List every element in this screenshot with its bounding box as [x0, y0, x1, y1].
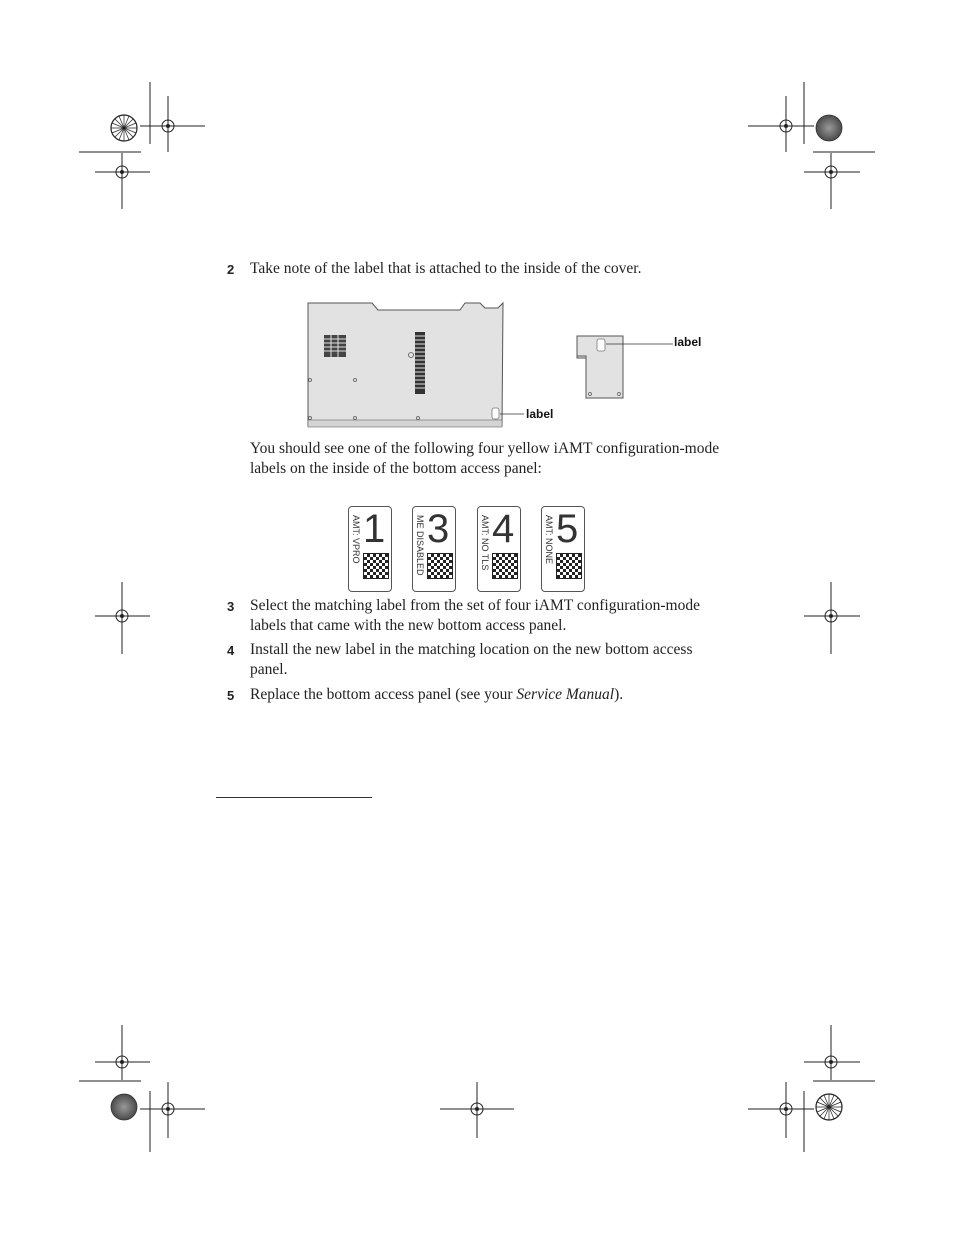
mode-label-text: ME DISABLED [415, 515, 425, 576]
mode-label-card [348, 506, 392, 592]
step-text: Install the new label in the matching location on the new bottom access panel. [250, 641, 693, 678]
mode-label-text: AMT: VPRO [351, 515, 361, 564]
mode-label-text: AMT: NONE [544, 515, 554, 565]
callout-label-bottom: label [526, 407, 554, 421]
checker-code-icon [427, 553, 453, 579]
mode-label-card [412, 506, 456, 592]
bottom-panel-figure [300, 298, 720, 438]
step-text [250, 685, 720, 705]
footnote-rule [216, 797, 372, 798]
checker-code-icon [492, 553, 518, 579]
mode-label-text: AMT: NO TLS [480, 515, 490, 571]
step-text-part: Replace the bottom access panel (see your [250, 686, 517, 703]
checker-code-icon [556, 553, 582, 579]
step-number: 2 [227, 262, 235, 277]
checker-code-icon [363, 553, 389, 579]
step-number: 3 [227, 599, 235, 614]
mode-label-digit: 1 [363, 507, 386, 551]
step-text-part: ). [614, 686, 624, 703]
mode-label-digit: 3 [427, 507, 450, 551]
step-text: Take note of the label that is attached to the inside of the cover. [250, 260, 642, 277]
step-number: 5 [227, 688, 235, 703]
step-text: Select the matching label from the set of four iAMT configuration-mode labels that came with the new bottom access panel. [250, 597, 700, 634]
note-paragraph: You should see one of the following four yellow iAMT configuration-mode labels on the inside of the bottom access panel: [250, 440, 720, 477]
mode-label-card [477, 506, 521, 592]
mode-label-card [541, 506, 585, 592]
manual-title: Service Manual [516, 686, 615, 703]
callout-label-right: label [674, 335, 702, 349]
mode-label-digit: 4 [492, 507, 515, 551]
mode-label-digit: 5 [556, 507, 579, 551]
step-number: 4 [227, 643, 235, 658]
